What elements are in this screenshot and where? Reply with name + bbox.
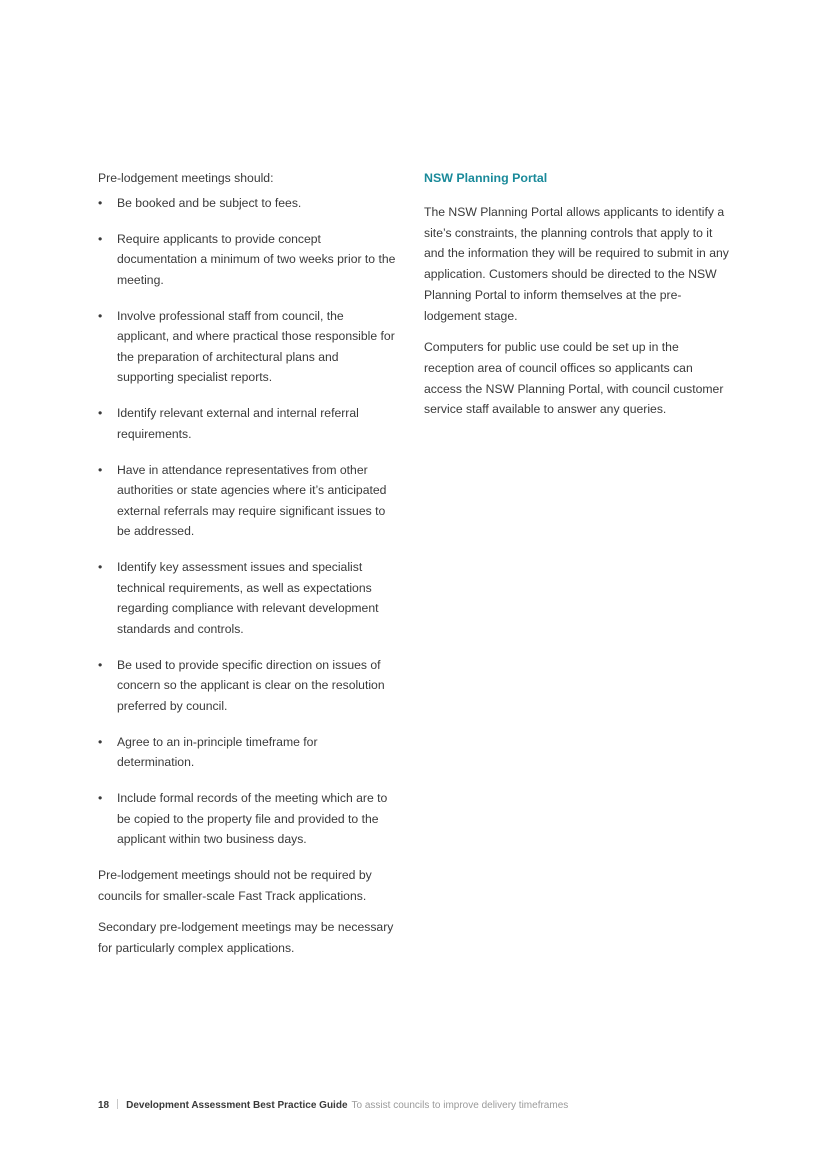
bullet-icon: • xyxy=(98,657,103,672)
public-computers-paragraph: Computers for public use could be set up in the reception area of council offices so applicants can access the NSW Planning Portal, with council customer service staff available to answer any queries. xyxy=(424,340,724,417)
list-item xyxy=(98,193,398,214)
bullet-icon: • xyxy=(98,231,103,246)
list-item xyxy=(98,403,398,444)
list-item xyxy=(98,460,398,542)
list-item xyxy=(98,732,398,773)
bullet-text: Be used to provide specific direction on issues of concern so the applicant is clear on the resolution preferred by council. xyxy=(117,657,385,713)
section-heading: NSW Planning Portal xyxy=(424,171,548,185)
intro-text: Pre-lodgement meetings should: xyxy=(98,171,274,185)
list-item xyxy=(98,306,398,388)
page-footer xyxy=(98,1098,568,1114)
bullet-icon: • xyxy=(98,308,103,323)
bullet-text: Require applicants to provide concept documentation a minimum of two weeks prior to the meeting. xyxy=(117,231,396,287)
bullet-text: Identify key assessment issues and specialist technical requirements, as well as expectations regarding compliance with relevant development standards and controls. xyxy=(117,560,379,636)
bullet-text: Involve professional staff from council, the applicant, and where practical those responsible for the preparation of architectural plans and supporting specialist reports. xyxy=(117,308,395,384)
bullet-text: Include formal records of the meeting which are to be copied to the property file and provided to the applicant within two business days. xyxy=(117,791,388,846)
bullet-text: Agree to an in-principle timeframe for determination. xyxy=(117,734,318,769)
bullet-icon: • xyxy=(98,406,103,420)
footer-guide-title: Development Assessment Best Practice Guide xyxy=(126,1100,348,1111)
left-column xyxy=(98,168,398,958)
bullet-icon: • xyxy=(98,734,103,749)
bullet-text: Identify relevant external and internal referral requirements. xyxy=(117,406,359,441)
list-item xyxy=(98,788,398,850)
footer-guide-subtitle: To assist councils to improve delivery timeframes xyxy=(351,1100,569,1111)
list-item xyxy=(98,655,398,717)
planning-portal-paragraph: The NSW Planning Portal allows applicants to identify a site’s constraints, the planning controls that apply to it and the information they will be required to submit in any application. Customers should be directed to the NSW Planning Portal to inform themselves at the pre-lodgement stage. xyxy=(424,205,729,323)
list-item xyxy=(98,229,398,291)
bullet-text: Have in attendance representatives from other authorities or state agencies where it’s anticipated external referrals may require significant issues to be addressed. xyxy=(117,462,387,538)
bullet-text: Be booked and be subject to fees. xyxy=(117,195,302,210)
secondary-meetings-paragraph: Secondary pre-lodgement meetings may be necessary for particularly complex applications. xyxy=(98,920,394,955)
bullet-icon: • xyxy=(98,195,103,210)
fast-track-paragraph: Pre-lodgement meetings should not be required by councils for smaller-scale Fast Track applications. xyxy=(98,868,372,903)
footer-divider xyxy=(117,1099,118,1109)
bullet-icon: • xyxy=(98,791,103,805)
bullet-icon: • xyxy=(98,560,103,574)
right-column xyxy=(424,168,729,431)
bullet-icon: • xyxy=(98,462,103,477)
bullet-list xyxy=(98,193,398,850)
list-item xyxy=(98,557,398,639)
page-number: 18 xyxy=(98,1100,110,1111)
